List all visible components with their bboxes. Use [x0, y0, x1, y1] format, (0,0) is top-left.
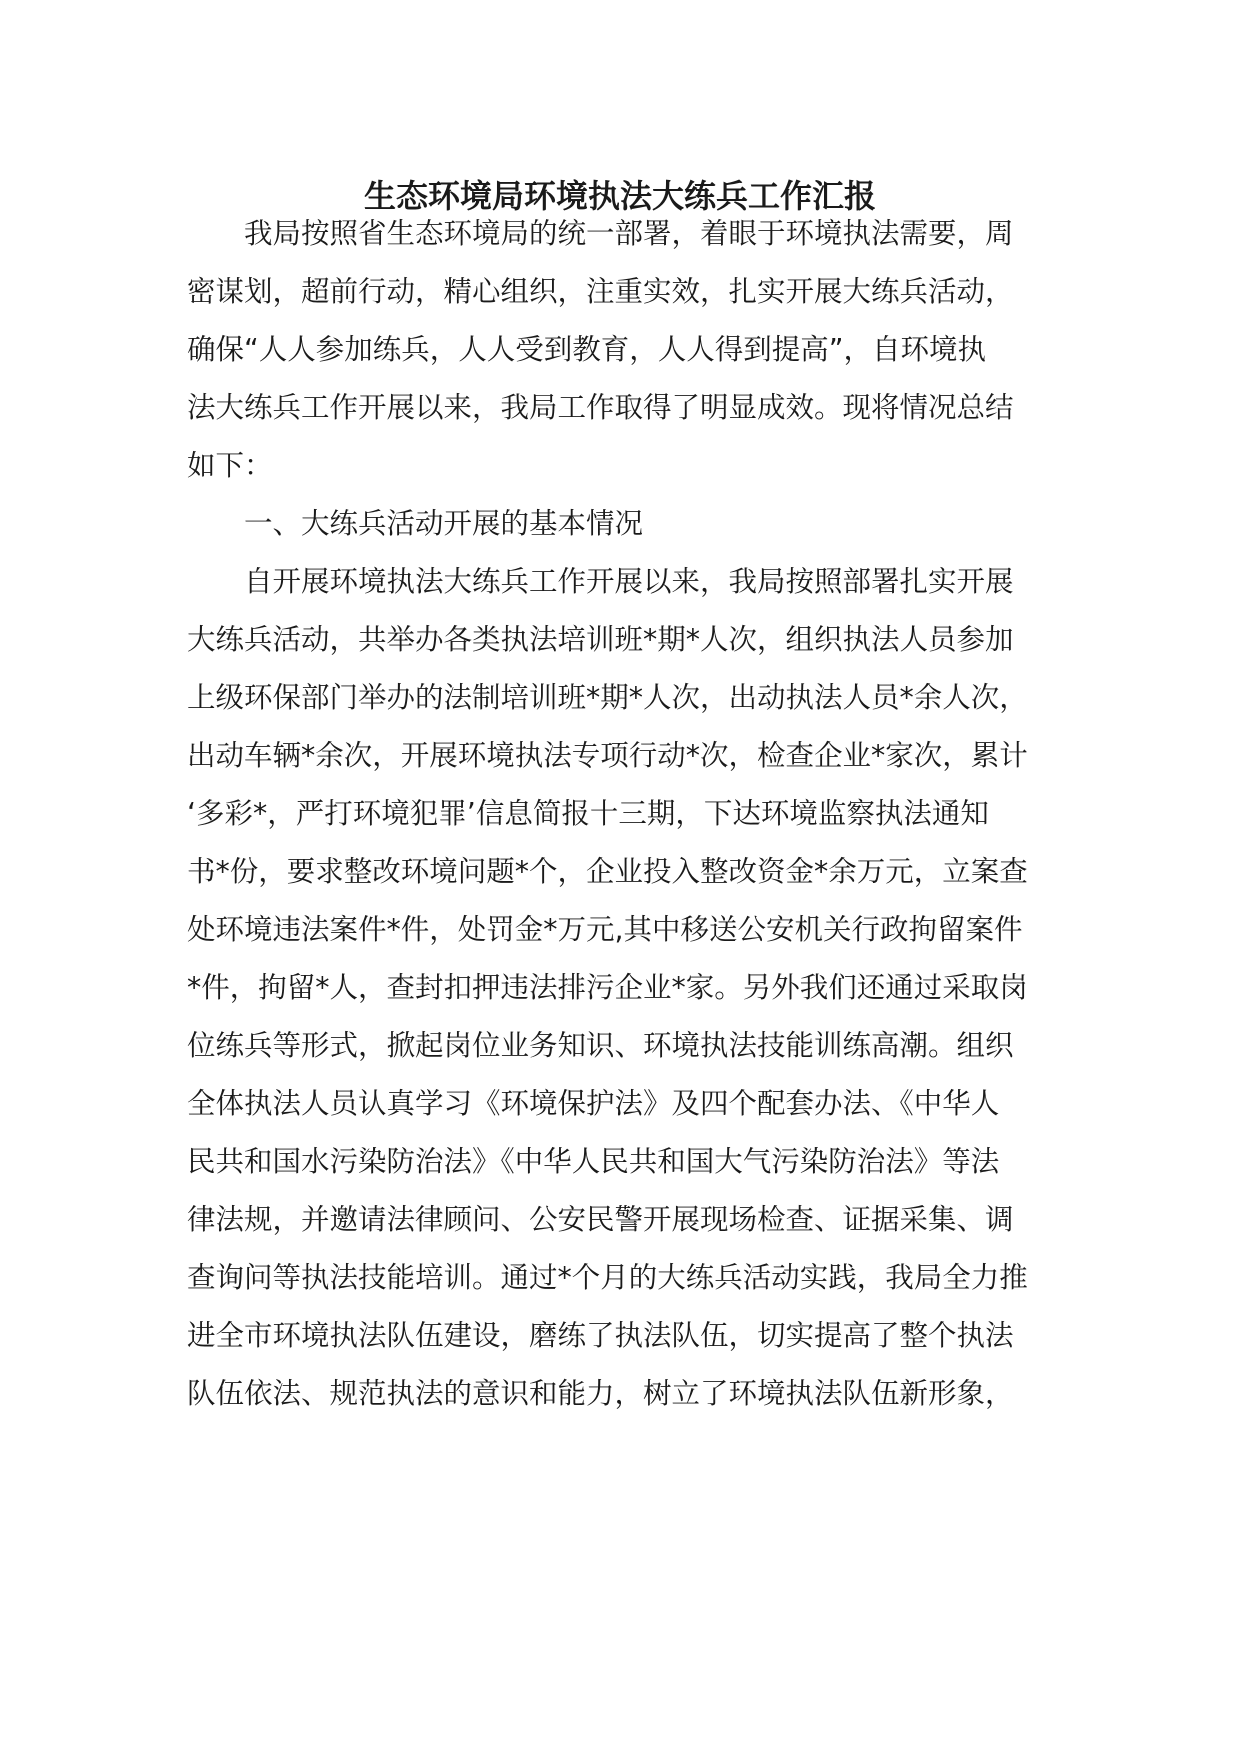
paragraph-line: 民共和国水污染防治法》《中华人民共和国大气污染防治法》等法 [187, 1145, 1000, 1178]
paragraph-line: 律法规，并邀请法律顾问、公安民警开展现场检查、证据采集、调 [187, 1203, 1014, 1236]
paragraph-line: 出动车辆*余次，开展环境执法专项行动*次，检查企业*家次，累计 [187, 739, 1028, 772]
paragraph-line: 上级环保部门举办的法制培训班*期*人次，出动执法人员*余人次， [187, 681, 1028, 714]
paragraph-line: 我局按照省生态环境局的统一部署，着眼于环境执法需要，周 [244, 217, 1014, 250]
paragraph-line: 查询问等执法技能培训。通过*个月的大练兵活动实践，我局全力推 [187, 1261, 1028, 1294]
paragraph-line: 进全市环境执法队伍建设，磨练了执法队伍，切实提高了整个执法 [187, 1319, 1014, 1352]
section-heading: 一、大练兵活动开展的基本情况 [244, 507, 644, 540]
paragraph-line: 自开展环境执法大练兵工作开展以来，我局按照部署扎实开展 [244, 565, 1014, 598]
paragraph-line: 书*份，要求整改环境问题*个，企业投入整改资金*余万元，立案查 [187, 855, 1028, 888]
paragraph-line: 大练兵活动，共举办各类执法培训班*期*人次，组织执法人员参加 [187, 623, 1014, 656]
paragraph-line: 处环境违法案件*件，处罚金*万元,其中移送公安机关行政拘留案件 [187, 913, 1023, 946]
document-title: 生态环境局环境执法大练兵工作汇报 [363, 177, 876, 215]
paragraph-line: 如下： [187, 449, 273, 482]
paragraph-line: ‘多彩*，严打环境犯罪’信息简报十三期，下达环境监察执法通知 [187, 797, 989, 830]
paragraph-line: 密谋划，超前行动，精心组织，注重实效，扎实开展大练兵活动， [187, 275, 1014, 308]
paragraph-line: 全体执法人员认真学习《环境保护法》及四个配套办法、《中华人 [187, 1087, 1000, 1120]
paragraph-line: 队伍依法、规范执法的意识和能力，树立了环境执法队伍新形象， [187, 1377, 1014, 1410]
paragraph-line: 法大练兵工作开展以来，我局工作取得了明显成效。现将情况总结 [187, 391, 1014, 424]
paragraph-line: 确保“人人参加练兵，人人受到教育，人人得到提高”，自环境执 [187, 333, 987, 366]
paragraph-line: *件，拘留*人，查封扣押违法排污企业*家。另外我们还通过采取岗 [187, 971, 1028, 1004]
paragraph-line: 位练兵等形式，掀起岗位业务知识、环境执法技能训练高潮。组织 [187, 1029, 1014, 1062]
